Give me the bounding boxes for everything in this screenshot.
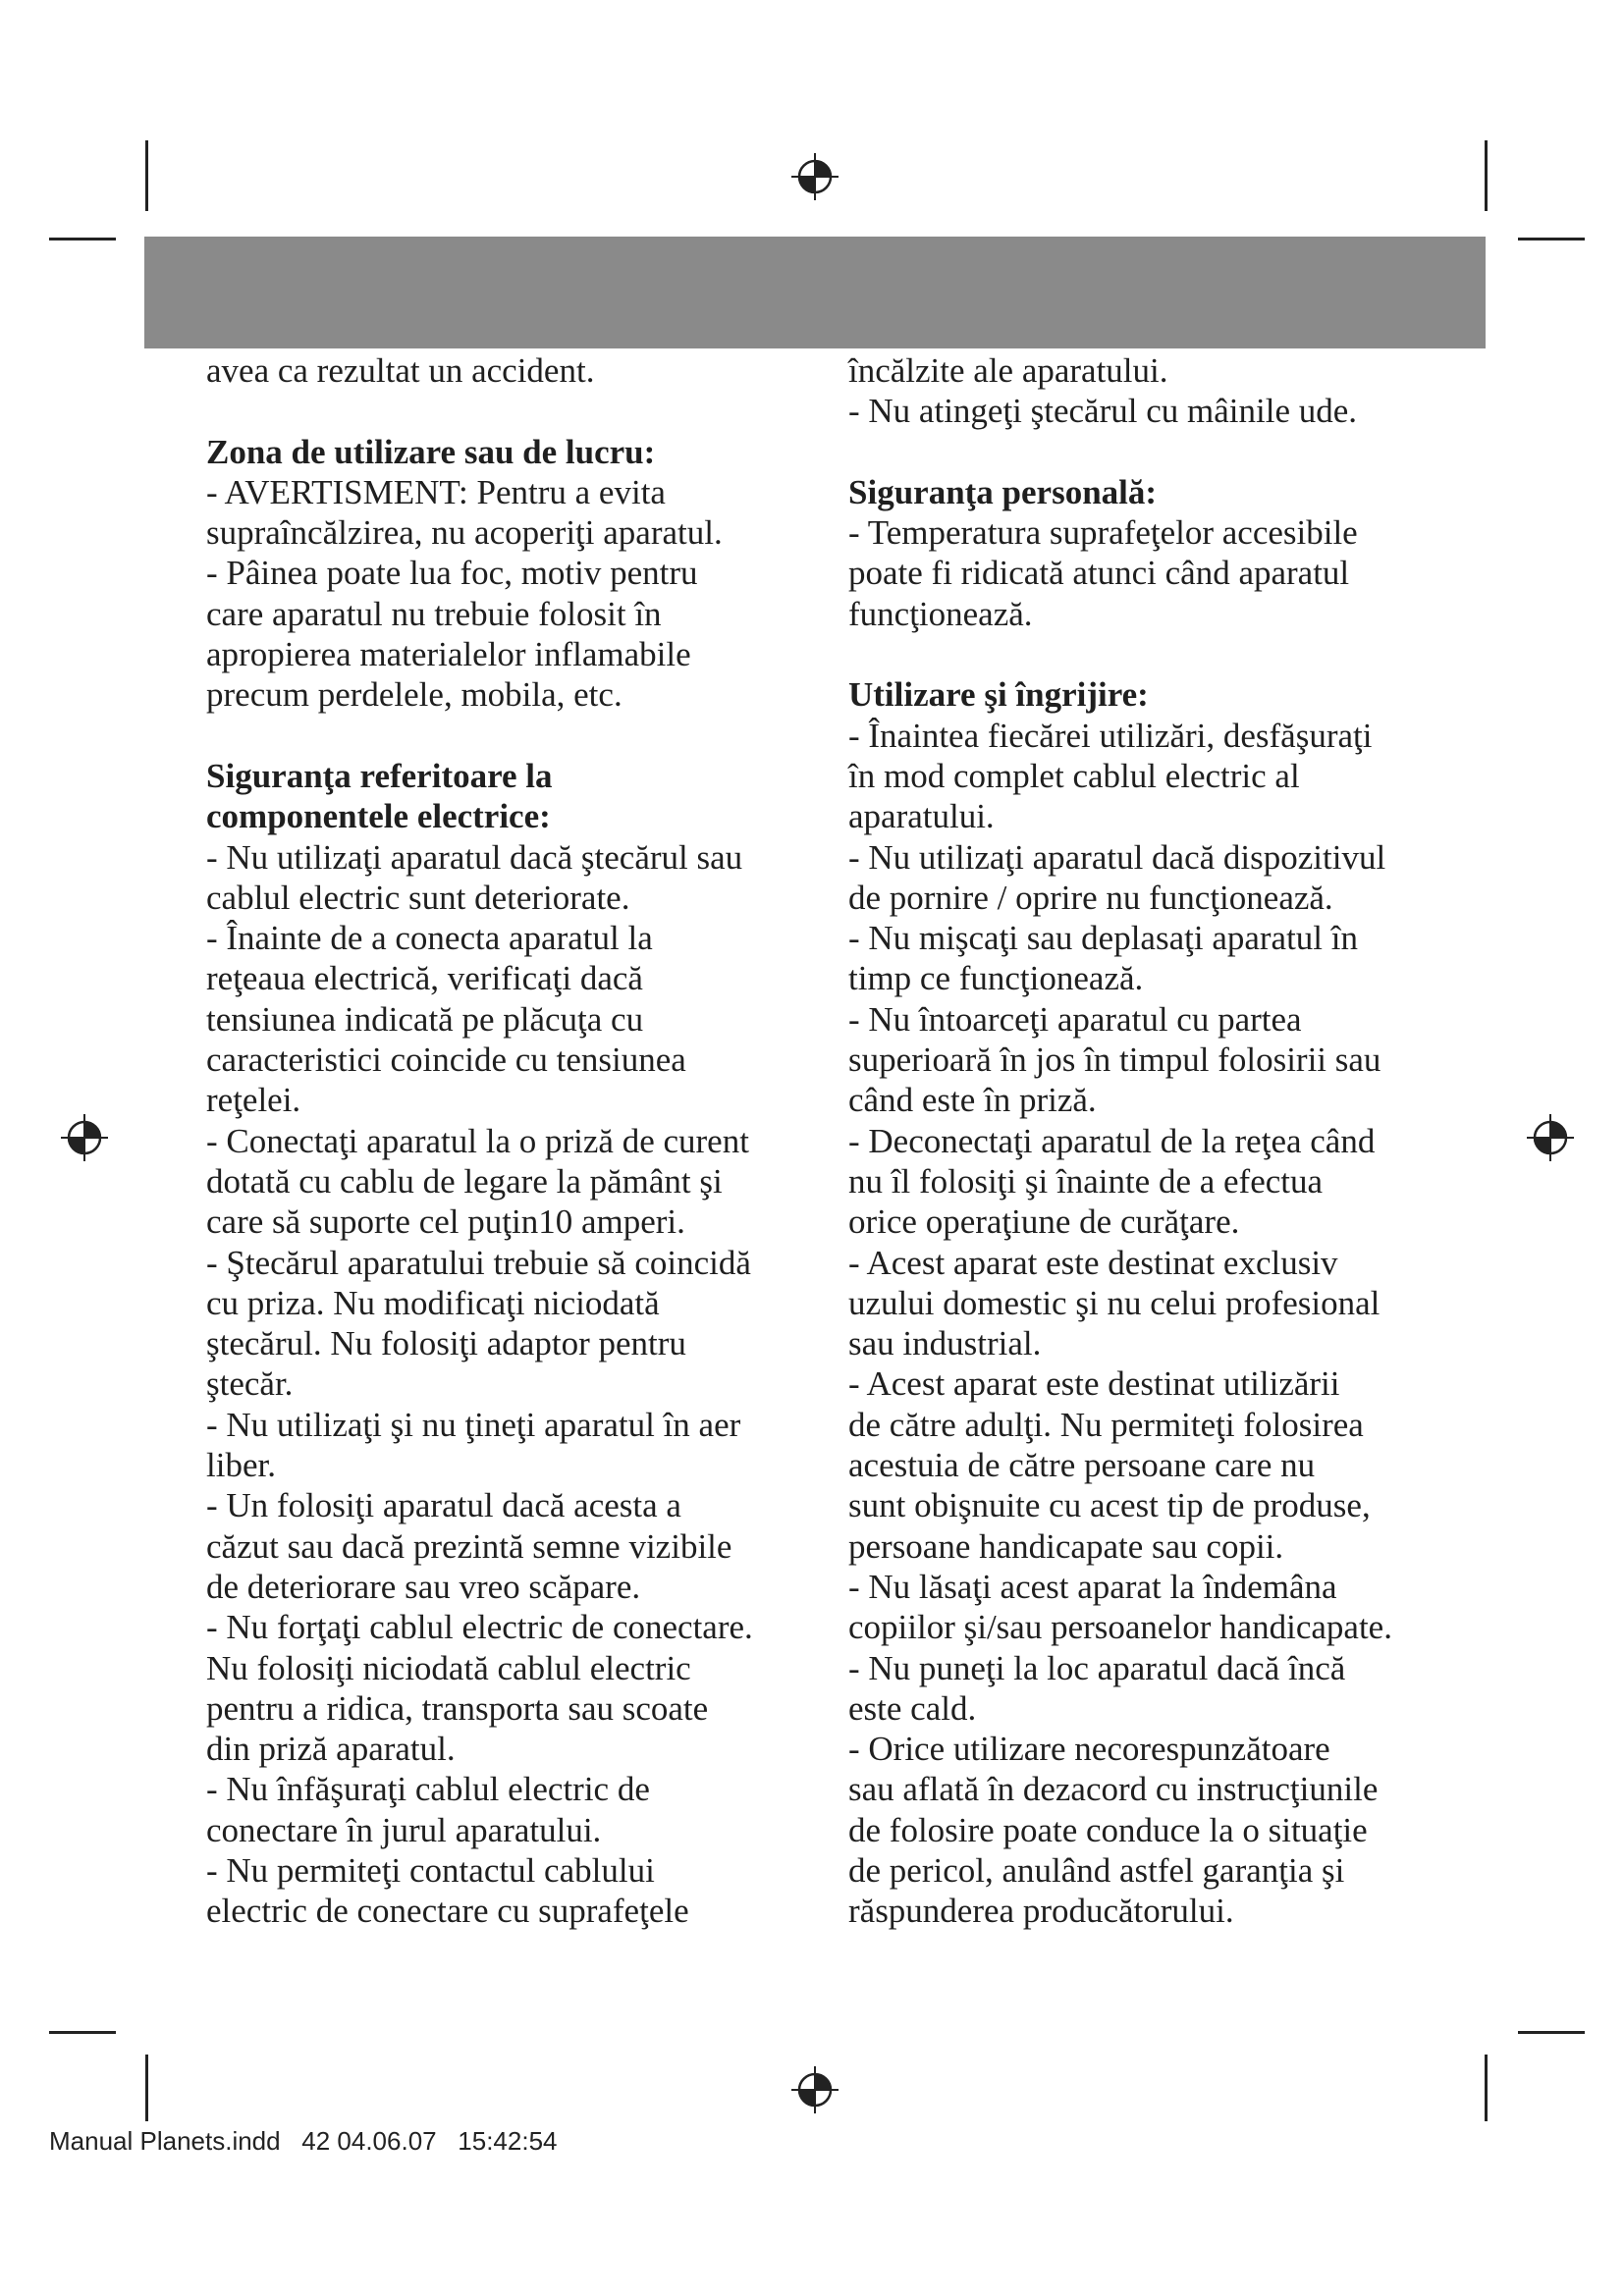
text-line: uzului domestic şi nu celui profesional (848, 1283, 1380, 1322)
text-line: avea ca rezultat un accident. (206, 351, 595, 390)
registration-mark-top-icon (787, 149, 842, 204)
text-line: nu îl folosiţi şi înainte de a efectua (848, 1161, 1324, 1201)
text-line: precum perdelele, mobila, etc. (206, 675, 623, 715)
text-line: când este în priză. (848, 1081, 1097, 1120)
text-line: timp ce funcţionează. (848, 959, 1144, 998)
text-line: reţeaua electrică, verificaţi dacă (206, 959, 643, 998)
text-line: - Nu mişcaţi sau deplasaţi aparatul în (848, 919, 1359, 958)
text-line: cu priza. Nu modificaţi niciodată (206, 1283, 660, 1322)
text-line: funcţionează. (848, 594, 1033, 633)
text-line: superioară în jos în timpul folosirii sau (848, 1041, 1381, 1080)
registration-mark-bottom-icon (787, 2062, 842, 2117)
crop-mark-top-right-horizontal (1518, 238, 1585, 240)
text-line: - Conectaţi aparatul la o priză de curent (206, 1121, 749, 1160)
text-line: - Nu puneţi la loc aparatul dacă încă (848, 1648, 1346, 1687)
crop-mark-top-left-horizontal (49, 238, 116, 240)
text-line: - Nu utilizaţi aparatul dacă ştecărul sau (206, 837, 743, 877)
crop-mark-bottom-left-vertical (145, 2055, 148, 2121)
section-heading: Zona de utilizare sau de lucru: (206, 432, 656, 471)
crop-mark-bottom-left-horizontal (49, 2031, 116, 2034)
crop-mark-bottom-right-vertical (1485, 2055, 1488, 2121)
text-line: din priză aparatul. (206, 1730, 456, 1769)
text-line: liber. (206, 1446, 276, 1485)
text-line: tensiunea indicată pe plăcuţa cu (206, 999, 644, 1039)
text-line: sunt obişnuite cu acest tip de produse, (848, 1486, 1371, 1525)
text-line: care să suporte cel puţin10 amperi. (206, 1202, 685, 1242)
text-line: căzut sau dacă prezintă semne vizibile (206, 1526, 732, 1566)
left-column (206, 350, 795, 1932)
paragraph-gap (848, 634, 1437, 674)
crop-mark-top-left-vertical (145, 140, 148, 211)
registration-mark-left-icon (57, 1110, 112, 1165)
paragraph-gap (206, 391, 795, 431)
right-column (848, 350, 1437, 1932)
text-line: orice operaţiune de curăţare. (848, 1202, 1240, 1242)
text-line: de pornire / oprire nu funcţionează. (848, 878, 1333, 917)
text-line: - Nu permiteţi contactul cablului (206, 1850, 655, 1890)
text-line: încălzite ale aparatului. (848, 351, 1168, 390)
paragraph-gap (848, 432, 1437, 472)
section-heading: componentele electrice: (206, 797, 551, 836)
header-band (144, 237, 1486, 348)
text-line: - AVERTISMENT: Pentru a evita (206, 472, 666, 511)
text-line: Nu folosiţi niciodată cablul electric (206, 1648, 691, 1687)
text-line: - Acest aparat este destinat exclusiv (848, 1243, 1338, 1282)
text-line: acestuia de către persoane care nu (848, 1446, 1316, 1485)
text-line: - Pâinea poate lua foc, motiv pentru (206, 554, 698, 593)
text-line: sau aflată în dezacord cu instrucţiunile (848, 1770, 1379, 1809)
text-line: - Un folosiţi aparatul dacă acesta a (206, 1486, 681, 1525)
text-line: copiilor şi/sau persoanelor handicapate. (848, 1608, 1392, 1647)
text-line: răspunderea producătorului. (848, 1892, 1234, 1931)
text-line: poate fi ridicată atunci când aparatul (848, 554, 1350, 593)
text-line: - Acest aparat este destinat utilizării (848, 1364, 1340, 1404)
text-line: cablul electric sunt deteriorate. (206, 878, 630, 917)
text-line: de folosire poate conduce la o situaţie (848, 1810, 1368, 1849)
section-heading: Siguranţa personală: (848, 472, 1158, 511)
text-line: de deteriorare sau vreo scăpare. (206, 1567, 641, 1606)
text-line: - Înaintea fiecărei utilizări, desfăşuraţi (848, 716, 1373, 755)
text-line: - Orice utilizare necorespunzătoare (848, 1730, 1330, 1769)
text-line: - Deconectaţi aparatul de la reţea când (848, 1121, 1376, 1160)
text-line: - Înainte de a conecta aparatul la (206, 919, 653, 958)
registration-mark-right-icon (1523, 1110, 1578, 1165)
paragraph-gap (206, 716, 795, 756)
text-line: aparatului. (848, 797, 995, 836)
text-line: apropierea materialelor inflamabile (206, 635, 691, 674)
text-line: persoane handicapate sau copii. (848, 1526, 1284, 1566)
text-line: care aparatul nu trebuie folosit în (206, 594, 662, 633)
text-line: în mod complet cablul electric al (848, 756, 1300, 795)
text-line: - Nu lăsaţi acest aparat la îndemâna (848, 1567, 1337, 1606)
text-line: sau industrial. (848, 1324, 1042, 1363)
text-line: - Nu utilizaţi aparatul dacă dispozitivul (848, 837, 1386, 877)
crop-mark-bottom-right-horizontal (1518, 2031, 1585, 2034)
section-heading: Siguranţa referitoare la (206, 756, 553, 795)
text-line: caracteristici coincide cu tensiunea (206, 1041, 686, 1080)
text-line: reţelei. (206, 1081, 301, 1120)
text-line: este cald. (848, 1688, 977, 1728)
crop-mark-top-right-vertical (1485, 140, 1488, 211)
text-line: de către adulţi. Nu permiteţi folosirea (848, 1405, 1364, 1444)
text-line: - Ştecărul aparatului trebuie să coincidă (206, 1243, 751, 1282)
text-line: - Nu forţaţi cablul electric de conectare. (206, 1608, 753, 1647)
text-line: - Nu înfăşuraţi cablul electric de (206, 1770, 650, 1809)
section-heading: Utilizare şi îngrijire: (848, 675, 1149, 715)
text-line: supraîncălzirea, nu acoperiţi aparatul. (206, 513, 723, 553)
text-line: - Nu întoarceţi aparatul cu partea (848, 999, 1302, 1039)
text-line: ştecăr. (206, 1364, 294, 1404)
print-slug: Manual Planets.indd 42 04.06.07 15:42:54 (49, 2126, 558, 2156)
text-line: electric de conectare cu suprafeţele (206, 1892, 689, 1931)
text-line: de pericol, anulând astfel garanţia şi (848, 1850, 1345, 1890)
text-line: pentru a ridica, transporta sau scoate (206, 1688, 709, 1728)
text-line: - Nu utilizaţi şi nu ţineţi aparatul în aer (206, 1405, 741, 1444)
text-line: - Nu atingeţi ştecărul cu mâinile ude. (848, 392, 1358, 431)
text-line: conectare în jurul aparatului. (206, 1810, 602, 1849)
text-line: ştecărul. Nu folosiţi adaptor pentru (206, 1324, 686, 1363)
text-line: dotată cu cablu de legare la pământ şi (206, 1161, 723, 1201)
text-line: - Temperatura suprafeţelor accesibile (848, 513, 1358, 553)
